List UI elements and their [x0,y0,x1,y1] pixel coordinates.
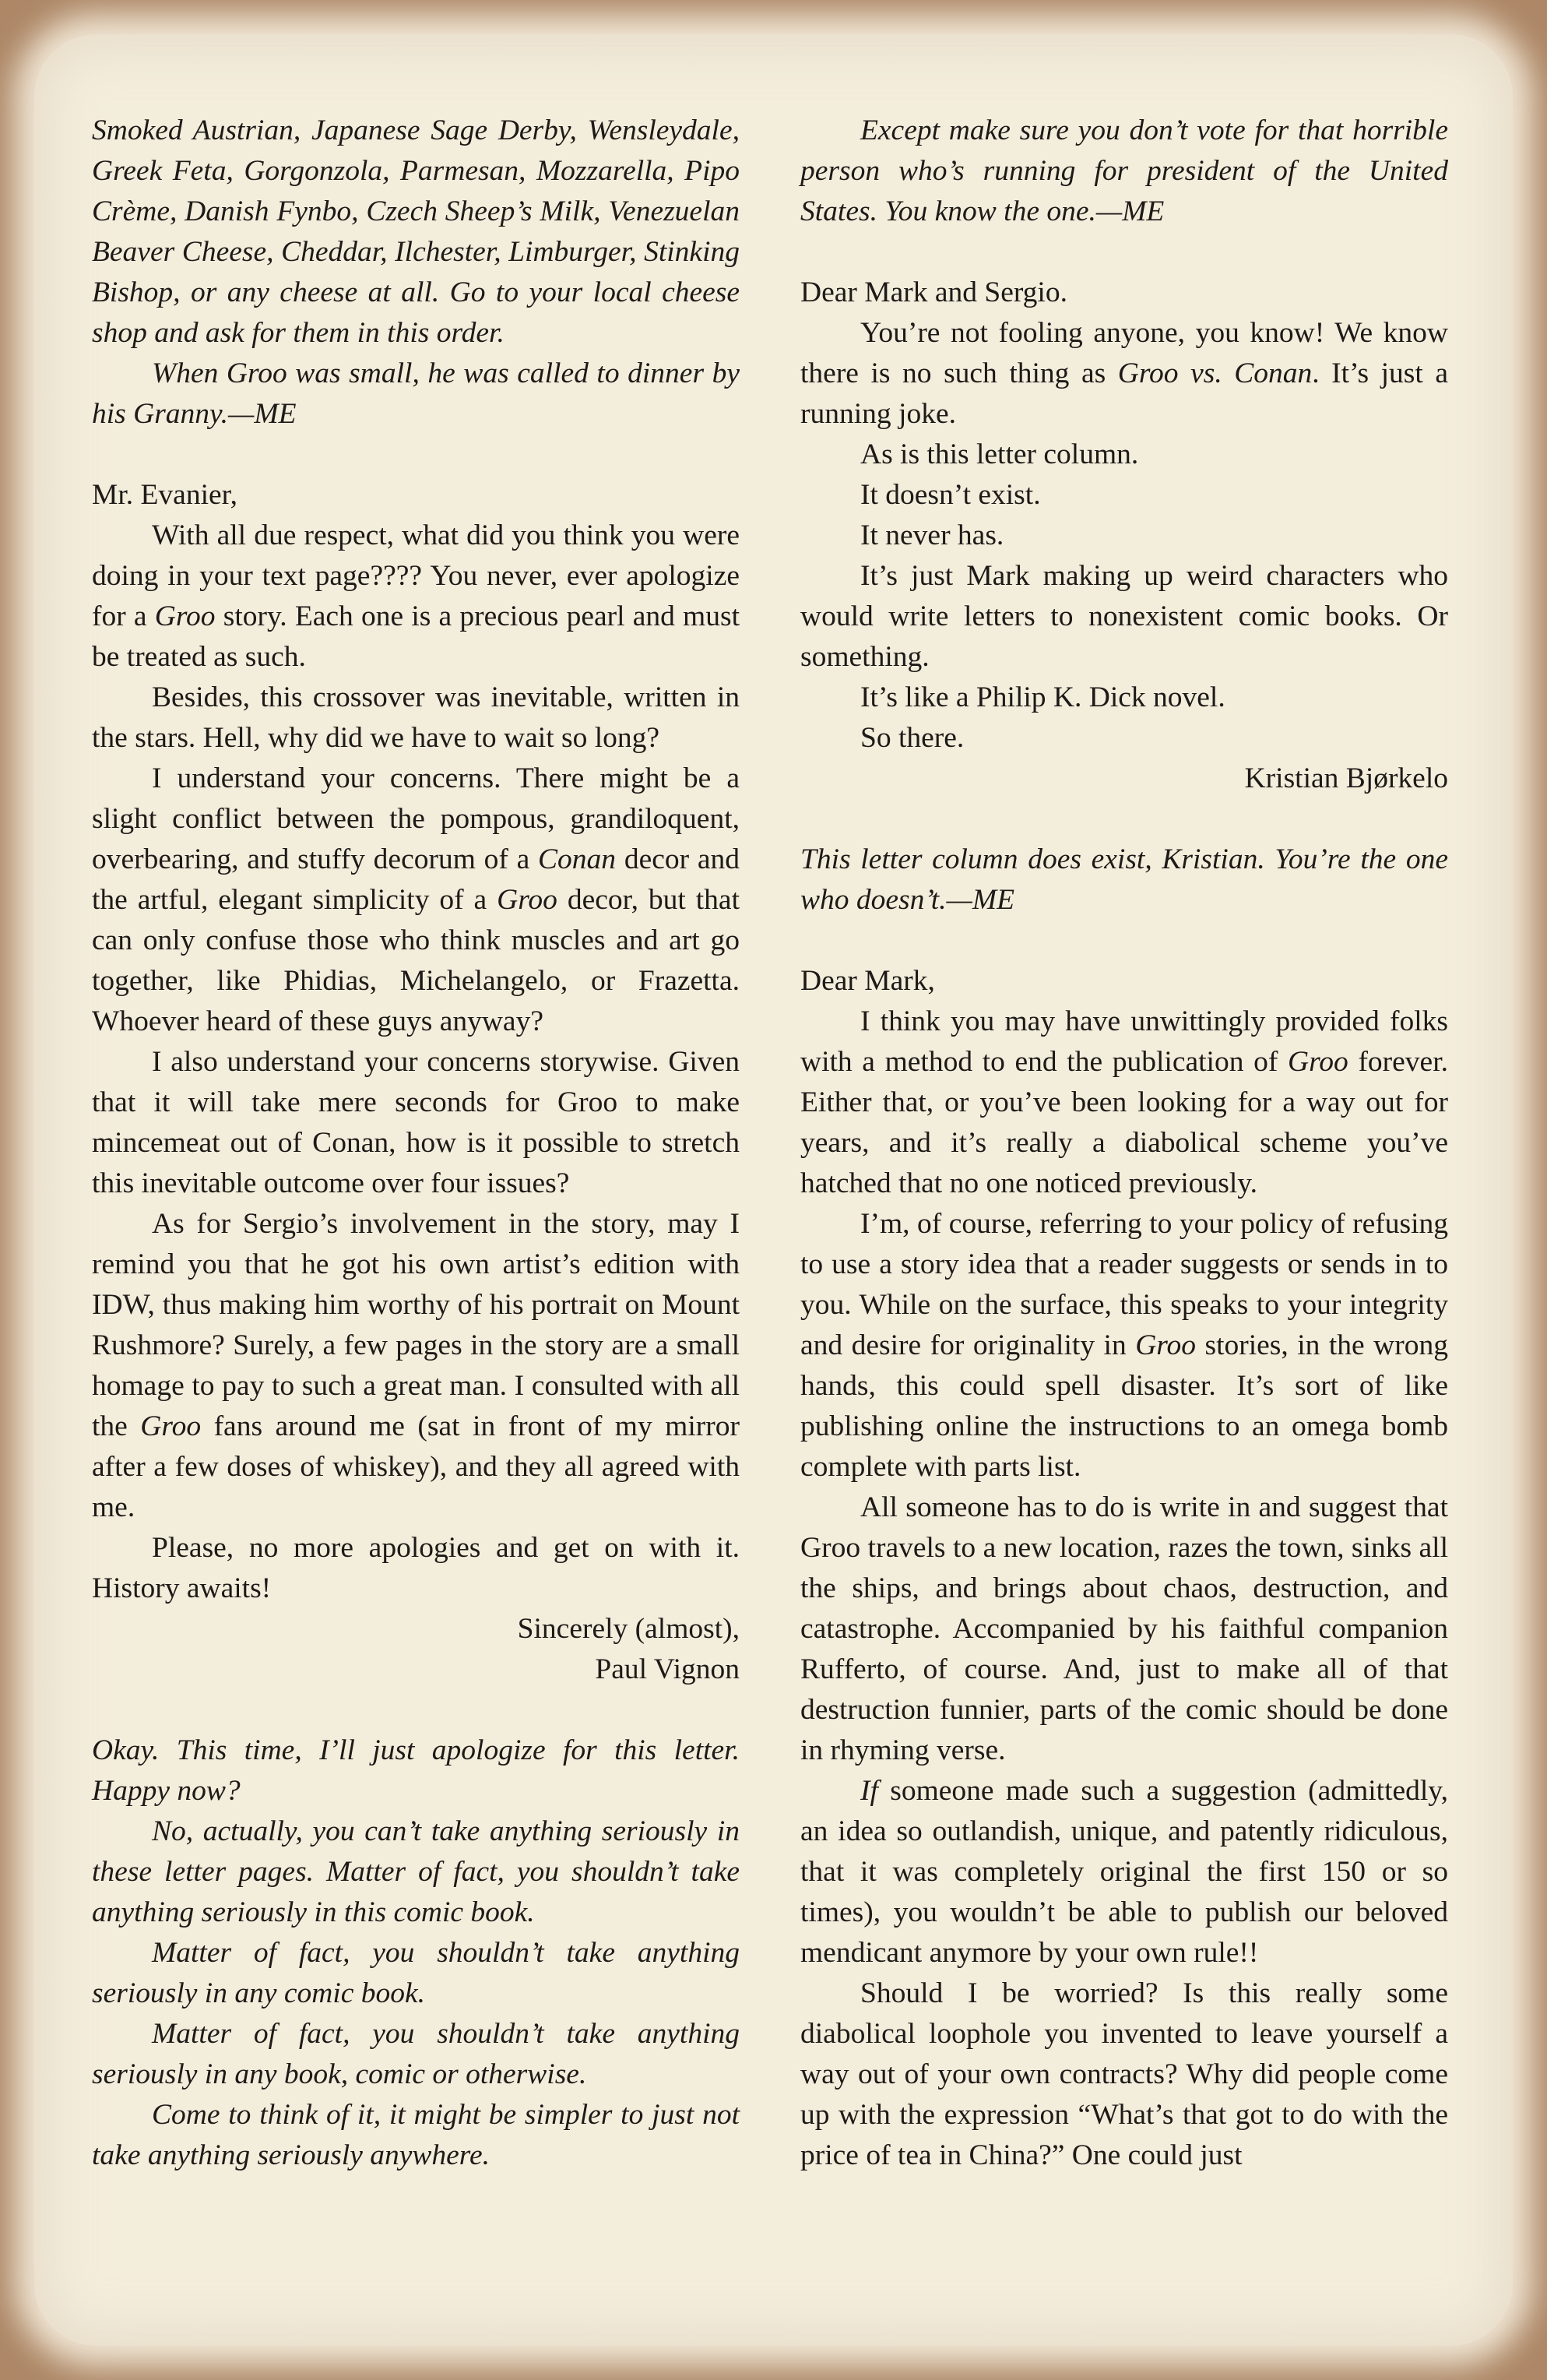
editor-reply-granny: When Groo was small, he was called to dinner by his Granny.—ME [92,357,740,430]
editor-reply-vote: Except make sure you don’t vote for that horrible person who’s running for president of the United States. You know the one.—ME [800,114,1448,227]
editor-reply-kristian: This letter column does exist, Kristian. You’re the one who doesn’t.—ME [800,843,1448,916]
letter-paragraph [800,313,1448,435]
editor-reply: Come to think of it, it might be simpler to just not take anything seriously anywhere. [92,2099,740,2171]
text-span: I’m, of course, referring to your policy of refusing to use a story idea that a reader suggests or sends in to you. While on the surface, this speaks to your integrity and desire for originality in [800,1208,1448,1361]
letter-paragraph: As is this letter column. [860,438,1139,470]
text-span: stories, in the wrong hands, this could spell disaster. It’s sort of like publishing online the instructions to an omega bomb complete with parts list. [800,1329,1448,1483]
title-conan: Conan [538,843,617,875]
letter-paragraph [92,759,740,1042]
letter-salutation-mark: Dear Mark, [800,965,935,997]
letter-signature: Paul Vignon [595,1653,740,1685]
letter-paragraph [800,1204,1448,1488]
letter-paragraph [92,516,740,678]
text-span: decor, but that can only confuse those who think muscles and art go together, like Phidias, Michelangelo, or Frazetta. Whoever heard of these guys anyway? [92,884,740,1037]
editor-reply-cheese-list: Smoked Austrian, Japanese Sage Derby, Wensleydale, Greek Feta, Gorgonzola, Parmesan, Mozzarella, Pipo Crème, Danish Fynbo, Czech Sheep’s Milk, Venezuelan Beaver Cheese, Cheddar, Ilchester, Limburger, Stinking Bishop, or any cheese at all. Go to your local cheese shop and ask for them in this order. [92,114,740,349]
text-span: I understand your concerns. There might be a slight conflict between the pompous, grandiloquent, overbearing, and stuffy decorum of a [92,762,740,875]
letter-paragraph: So there. [860,722,965,754]
text-span: decor and the artful, elegant simplicity of a [92,843,740,916]
editor-reply: Matter of fact, you shouldn’t take anything seriously in any book, comic or otherwise. [92,2018,740,2090]
text-span: story. Each one is a precious pearl and must be treated as such. [92,600,740,673]
letter-paragraph: It’s just Mark making up weird characters who would write letters to nonexistent comic books. Or something. [800,560,1448,673]
title-groo: Groo [154,600,216,632]
letter-sign-off: Sincerely (almost), [517,1613,740,1645]
title-groo: Groo [497,884,557,916]
letter-paragraph: I also understand your concerns storywise. Given that it will take mere seconds for Groo to make mincemeat out of Conan, how is it possible to stretch this inevitable outcome over four issues? [92,1046,740,1199]
letter-salutation-evanier: Mr. Evanier, [92,479,237,511]
letter-paragraph: It’s like a Philip K. Dick novel. [860,681,1225,713]
text-span: You’re not fooling anyone, you know! We know there is no such thing as [800,317,1448,389]
letter-paragraph: Please, no more apologies and get on with it. History awaits! [92,1532,740,1604]
text-span: fans around me (sat in front of my mirror after a few doses of whiskey), and they all agreed with me. [92,1410,740,1523]
emphasis-if: If [860,1775,878,1807]
letter-paragraph: Besides, this crossover was inevitable, written in the stars. Hell, why did we have to wait so long? [92,681,740,754]
editor-reply: Matter of fact, you shouldn’t take anything seriously in any comic book. [92,1937,740,2009]
text-span: As for Sergio’s involvement in the story, may I remind you that he got his own artist’s edition with IDW, thus making him worthy of his portrait on Mount Rushmore? Surely, a few pages in the story are a small homage to pay to such a great man. I consulted with all the [92,1208,740,1442]
editor-reply: No, actually, you can’t take anything seriously in these letter pages. Matter of fact, you shouldn’t take anything seriously in this comic book. [92,1815,740,1928]
title-groo-vs-conan: Groo vs. Conan [1117,357,1313,389]
title-groo: Groo [140,1410,202,1442]
letter-paragraph [92,1204,740,1528]
title-groo: Groo [1288,1046,1348,1078]
letter-paragraph: It never has. [860,519,1004,551]
text-span: someone made such a suggestion (admittedly, an idea so outlandish, unique, and patently ridiculous, that it was completely original the first 150 or so times), you wouldn’t be able to publish our beloved mendicant anymore by your own rule!! [800,1775,1448,1969]
letter-paragraph: It doesn’t exist. [860,479,1041,511]
letter-signature: Kristian Bjørkelo [1244,762,1448,794]
letter-paragraph [800,1002,1448,1204]
text-span: With all due respect, what did you think you were doing in your text page???? You never, ever apologize for a [92,519,740,632]
left-column [92,111,740,2176]
text-span: I think you may have unwittingly provided folks with a method to end the publication of [800,1005,1448,1078]
editor-reply: Okay. This time, I’ll just apologize for this letter. Happy now? [92,1734,740,1807]
letter-paragraph: Should I be worried? Is this really some diabolical loophole you invented to leave yourself a way out of your own contracts? Why did people come up with the expression “What’s that got to do with the price of tea in China?” One could just [800,1977,1448,2171]
right-column [800,111,1448,2176]
title-groo: Groo [1135,1329,1196,1361]
text-span: . It’s just a running joke. [800,357,1448,430]
letter-salutation-mark-sergio: Dear Mark and Sergio. [800,276,1067,308]
text-span: forever. Either that, or you’ve been looking for a way out for years, and it’s really a diabolical scheme you’ve hatched that no one noticed previously. [800,1046,1448,1199]
letter-paragraph [800,1771,1448,1973]
letter-paragraph: All someone has to do is write in and suggest that Groo travels to a new location, razes the town, sinks all the ships, and brings about chaos, destruction, and catastrophe. Accompanied by his faithful companion Rufferto, of course. And, just to make all of that destruction funnier, parts of the comic should be done in rhyming verse. [800,1491,1448,1766]
